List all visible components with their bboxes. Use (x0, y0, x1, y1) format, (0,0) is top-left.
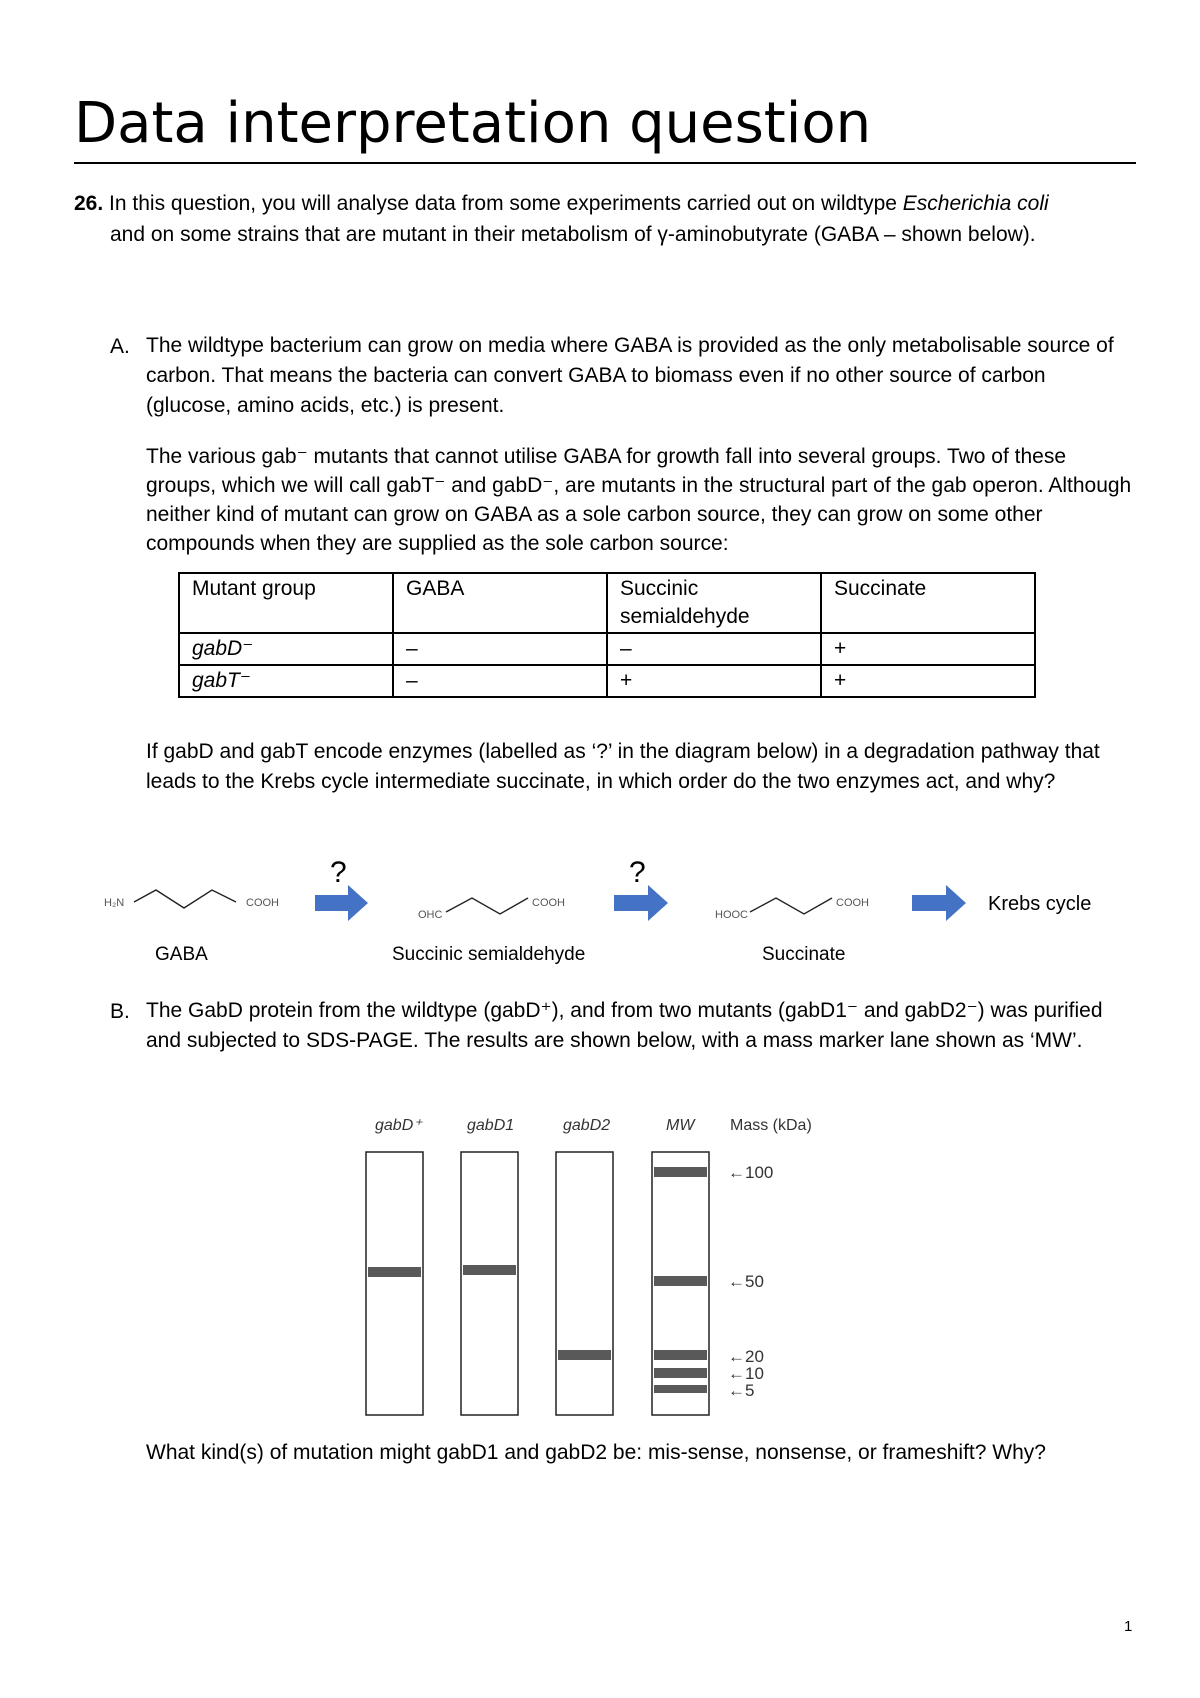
gaba-skeleton (134, 890, 236, 908)
table-cell: + (821, 633, 1035, 665)
lane-label: gabD⁺ (375, 1117, 422, 1134)
lane-label: gabD1 (467, 1117, 515, 1134)
species-name: Escherichia coli (902, 192, 1049, 215)
table-header: Succinate (821, 573, 1035, 633)
table-cell: gabT⁻ (179, 665, 393, 697)
pathway-arrow-2 (614, 885, 668, 921)
gel-band-gabd2 (558, 1350, 611, 1360)
gel-band-marker-20 (654, 1350, 707, 1360)
table-header: Succinic semialdehyde (607, 573, 821, 633)
pathway-arrow-1 (315, 885, 368, 921)
table-cell: + (607, 665, 821, 697)
compound-name: Succinate (762, 944, 846, 965)
succinate-right-carboxyl: COOH (836, 897, 869, 909)
gel-band-marker-5 (654, 1385, 707, 1393)
ssa-carboxyl-group: COOH (532, 897, 565, 909)
gel-band-wildtype (368, 1267, 421, 1277)
table-header: GABA (393, 573, 607, 633)
table-row (179, 665, 1035, 697)
mutant-growth-table (178, 572, 1036, 698)
marker-label-20: ←20 (728, 1347, 764, 1366)
gaba-amine-group: H₂N (104, 897, 125, 909)
enzyme-unknown-label-1: ? (330, 856, 347, 889)
part-b-question: What kind(s) of mutation might gabD1 and gabD2 be: mis-sense, nonsense, or frameshift? Why? (146, 1441, 1046, 1464)
pathway-arrow-3 (912, 885, 966, 921)
question-intro (74, 188, 1134, 250)
part-a-paragraph-1: The wildtype bacterium can grow on media where GABA is provided as the only metabolisable source of carbon. That means the bacteria can convert GABA to biomass even if no other source of carbon (glucose, amino acids, etc.) is present. (146, 334, 1114, 417)
gel-lane-wildtype (366, 1152, 423, 1415)
marker-label-50: ←50 (728, 1272, 764, 1291)
krebs-cycle-label: Krebs cycle (988, 893, 1092, 915)
table-cell: – (607, 633, 821, 665)
table-cell: + (821, 665, 1035, 697)
gaba-carboxyl-group: COOH (246, 897, 279, 909)
succinate-skeleton (750, 898, 832, 914)
part-a-label: A. (110, 335, 130, 358)
marker-label-5: ←5 (728, 1381, 755, 1400)
ssa-aldehyde-group: OHC (418, 909, 443, 921)
table-cell: gabD⁻ (179, 633, 393, 665)
succinate-left-carboxyl: HOOC (715, 909, 748, 921)
question-intro-text: In this question, you will analyse data from some experiments carried out on wildtype (103, 192, 903, 215)
table-header: Mutant group (179, 573, 393, 633)
gel-lane-gabd1 (461, 1152, 518, 1415)
sds-page-gel (0, 1110, 1200, 1430)
lane-label: MW (666, 1117, 695, 1134)
gaba-pathway-diagram (0, 850, 1200, 970)
page-number: 1 (1124, 1618, 1133, 1635)
lane-label: gabD2 (563, 1117, 611, 1134)
gel-lane-gabd2 (556, 1152, 613, 1415)
part-b-label: B. (110, 1000, 130, 1023)
compound-name: GABA (155, 944, 208, 965)
page-title: Data interpretation question (74, 88, 1136, 164)
gel-band-marker-100 (654, 1167, 707, 1177)
mass-header: Mass (kDa) (730, 1117, 812, 1134)
table-cell: – (393, 665, 607, 697)
table-cell: – (393, 633, 607, 665)
question-intro-line2: and on some strains that are mutant in their metabolism of γ-aminobutyrate (GABA – shown below). (110, 223, 1036, 246)
gel-band-marker-50 (654, 1276, 707, 1286)
marker-label-10: ←10 (728, 1364, 764, 1383)
marker-label-100: ←100 (728, 1163, 774, 1182)
gel-band-marker-10 (654, 1368, 707, 1378)
compound-name: Succinic semialdehyde (392, 944, 586, 965)
question-number: 26. (74, 192, 104, 215)
part-a-question: If gabD and gabT encode enzymes (labelled as ‘?’ in the diagram below) in a degradation pathway that leads to the Krebs cycle intermediate succinate, in which order do the two enzymes act, and why? (146, 740, 1100, 793)
part-b-paragraph: The GabD protein from the wildtype (gabD⁺), and from two mutants (gabD1⁻ and gabD2⁻) was purified and subjected to SDS-PAGE. The results are shown below, with a mass marker lane shown as ‘MW’. (146, 999, 1103, 1052)
ssa-skeleton (446, 898, 528, 914)
gel-band-gabd1 (463, 1265, 516, 1275)
enzyme-unknown-label-2: ? (629, 856, 646, 889)
part-a-paragraph-2: The various gab⁻ mutants that cannot utilise GABA for growth fall into several groups. Two of these groups, which we will call gabT⁻ and gabD⁻, are mutants in the structural part of the gab operon. Although neither kind of mutant can grow on GABA as a sole carbon source, they can grow on some other compounds when they are supplied as the sole carbon source: (146, 445, 1132, 555)
table-row (179, 633, 1035, 665)
